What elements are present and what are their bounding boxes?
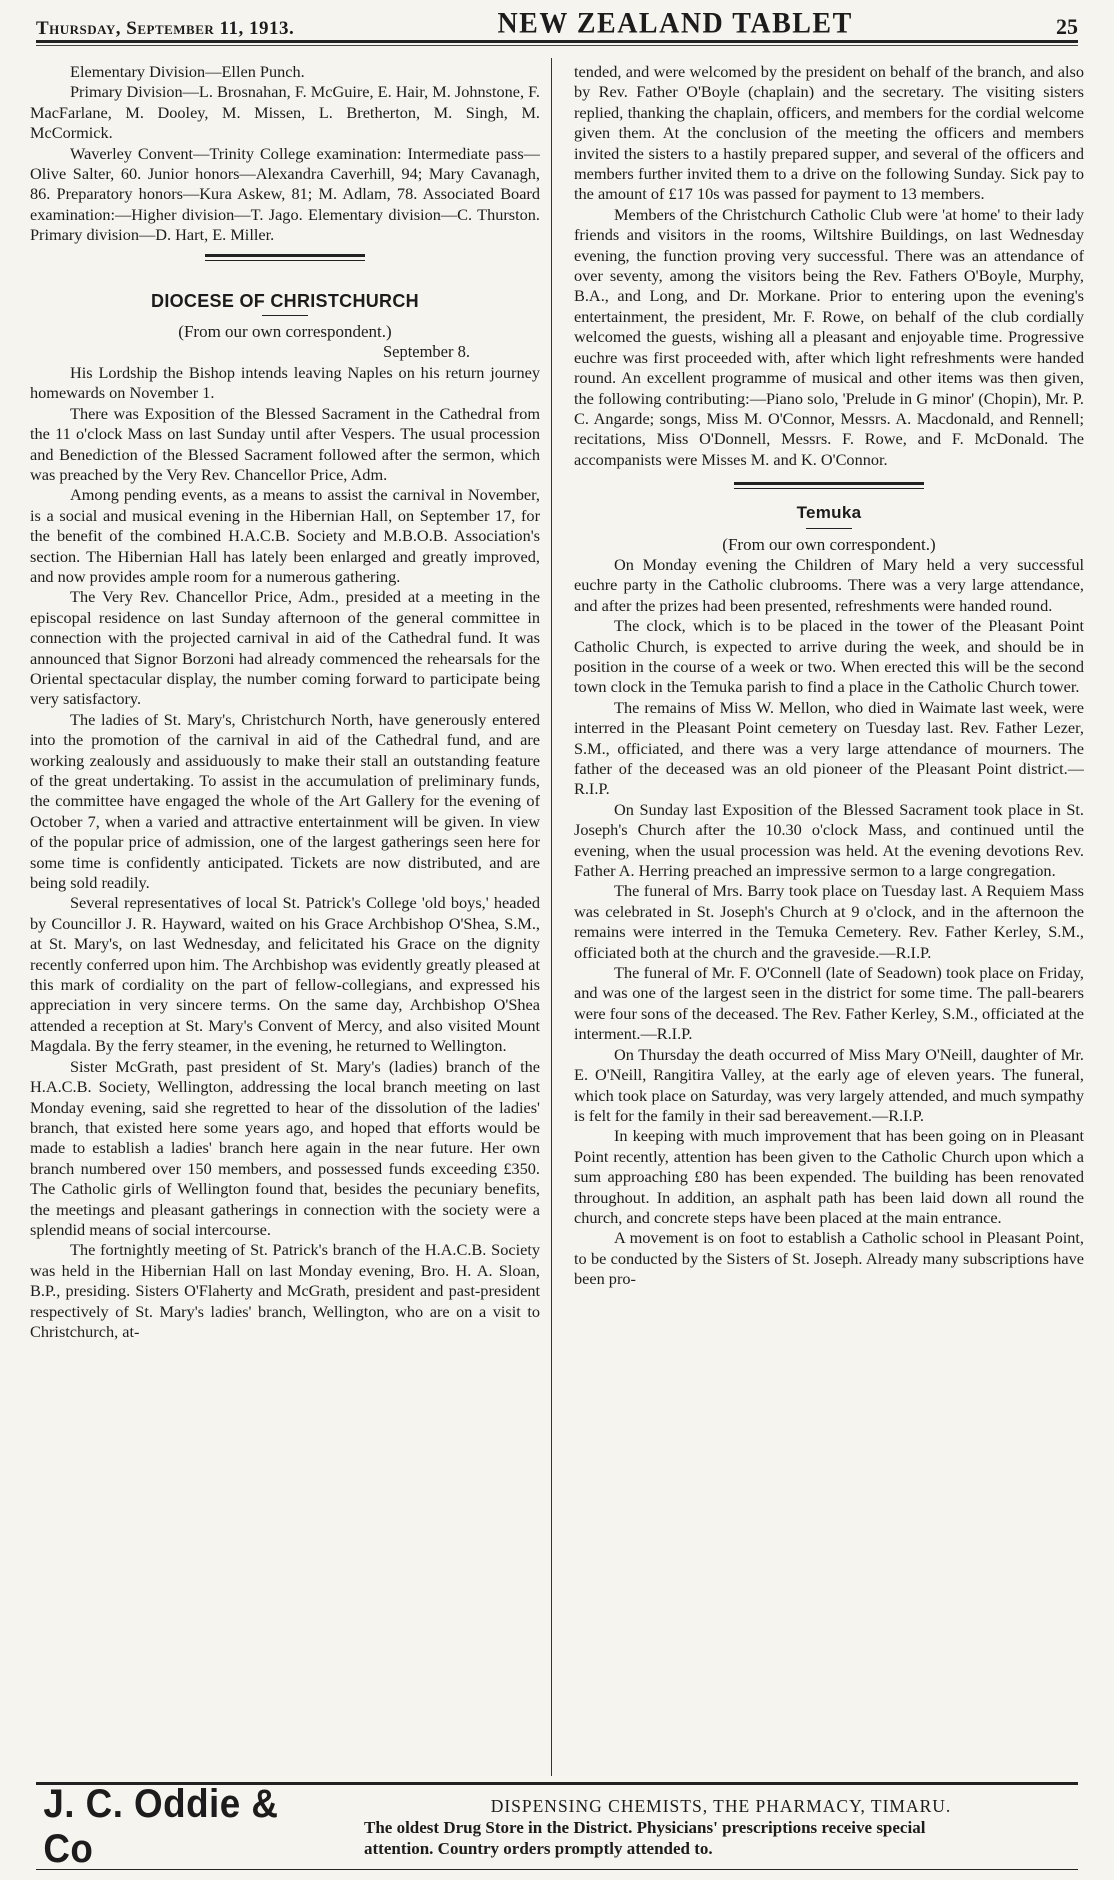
exam-paragraph: Waverley Convent—Trinity College examination: Intermediate pass—Olive Salter, 60. Junior honors—Alexandra Caverhill, 94; Mary Cavanagh, 86. Preparatory honors—Kura Askew, 81; M. Adlam, 78. Associated Board examination:—Higher division—T. Jago. Elementary division—C. Thurston. Primary division—D. Hart, E. Miller. [30,143,540,245]
article-paragraph: The ladies of St. Mary's, Christchurch North, have generously entered into the promotion of the carnival in aid of the Cathedral fund, and are working zealously and assiduously to make their stall an outstanding feature of the great undertaking. To assist in the accumulation of preliminary funds, the committee have engaged the whole of the Art Gallery for the evening of October 7, when a varied and attractive entertainment will be given. In view of the popular price of admission, one of the largest gatherings seen here for some time is confidently anticipated. Tickets are now distributed, and are being sold readily. [30,709,540,893]
article-paragraph: Several representatives of local St. Patrick's College 'old boys,' headed by Councillor J. R. Hayward, waited on his Grace Archbishop O'Shea, S.M., at St. Mary's, on last Wednesday, and felicitated his Grace on the dignity recently conferred upon him. The Archbishop was evidently greatly pleased at this mark of cordiality on the part of fellow-collegians, and expressed his appreciation in very sincere terms. On the same day, Archbishop O'Shea attended a reception at St. Mary's Convent of Mercy, and also visited Mount Magdala. By the ferry steamer, in the evening, he returned to Wellington. [30,893,540,1056]
exam-paragraph: Elementary Division—Ellen Punch. [70,62,305,81]
article-paragraph: On Thursday the death occurred of Miss Mary O'Neill, daughter of Mr. E. O'Neill, Rangitira Valley, at the early age of eleven years. The funeral, which took place on Saturday, was very largely attended, and much sympathy is felt for the family in their sad bereavement.—R.I.P. [574,1044,1084,1125]
correspondent-line: (From our own correspondent.) [178,322,392,342]
masthead-rule [36,45,1078,46]
heading-rule [262,315,308,316]
exam-results [30,62,540,246]
correspondent-line: (From our own correspondent.) [722,534,936,554]
ad-line: The oldest Drug Store in the District. Physicians' prescriptions receive special [364,1817,926,1837]
section-heading-temuka: Temuka [796,503,862,523]
column-divider [551,58,552,1776]
masthead [36,6,1078,43]
exam-paragraph: Primary Division—L. Brosnahan, F. McGuire, E. Hair, M. Johnstone, F. MacFarlane, M. Dooley, M. Missen, L. Bretherton, M. Singh, M. McCormick. [30,82,540,143]
section-heading-christchurch: DIOCESE OF CHRISTCHURCH [151,290,419,311]
article-paragraph: Members of the Christchurch Catholic Club were 'at home' to their lady friends and visitors in the rooms, Wiltshire Buildings, on last Wednesday evening, the function proving very successful. There was an attendance of over seventy, among the visitors being the Rev. Fathers O'Boyle, Murphy, B.A., and Long, and Dr. Morkane. Prior to entering upon the evening's entertainment, the president, Mr. F. Rowe, on behalf of the club cordially welcomed the guests, wishing all a pleasant and enjoyable time. Progressive euchre was first proceeded with, after which light refreshments were handed round. An excellent programme of musical and other items was then given, the following contributing:—Piano solo, 'Prelude in G minor' (Chopin), Mr. P. C. Angarde; songs, Miss M. O'Connor, Messrs. A. Macdonald, and Rennell; recitations, Miss O'Donnell, Messrs. F. Rowe, and F. McDonald. The accompanists were Misses M. and K. O'Connor. [574,204,1084,469]
article-paragraph: His Lordship the Bishop intends leaving Naples on his return journey homewards on November 1. [30,362,540,403]
article-paragraph: Sister McGrath, past president of St. Mary's (ladies) branch of the H.A.C.B. Society, Wellington, addressing the local branch meeting on last Monday evening, said she regretted to hear of the dissolution of the ladies' branch, that existed here some years ago, and hoped that efforts would be made to establish a ladies' branch here again in the near future. Her own branch numbered over 150 members, and possessed funds exceeding £350. The Catholic girls of Wellington found that, besides the pecuniary benefits, the meetings and pleasant gatherings in connection with the society were a splendid means of social intercourse. [30,1056,540,1239]
article-paragraph: On Monday evening the Children of Mary held a very successful euchre party in the Catholic clubrooms. There was a very large attendance, and after the prizes had been presented, refreshments were handed round. [574,554,1084,615]
dateline: September 8. [382,342,470,362]
newspaper-title: NEW ZEALAND TABLET [497,7,853,40]
article-paragraph: Among pending events, as a means to assist the carnival in November, is a social and musical evening in the Hibernian Hall, on September 17, for the benefit of the combined H.A.C.B. Society and M.B.O.B. Association's section. The Hibernian Hall has lately been enlarged and greatly improved, and now provides ample room for a numerous gathering. [30,485,540,586]
advertiser-name: J. C. Oddie & Co [43,1782,279,1871]
article-paragraph: The funeral of Mrs. Barry took place on Tuesday last. A Requiem Mass was celebrated in St. Joseph's Church at 9 o'clock, and in the afternoon the remains were interred in the Temuka Cemetery. Rev. Father Kerley, S.M., officiated both at the church and the graveside.—R.I.P. [574,881,1084,962]
article-paragraph: On Sunday last Exposition of the Blessed Sacrament took place in St. Joseph's Church after the 10.30 o'clock Mass, and continued until the evening, when the usual procession was held. At the evening devotions Rev. Father A. Herring preached an impressive sermon to a large congregation. [574,799,1084,881]
issue-date: Thursday, September 11, 1913. [36,18,295,39]
continued-paragraph: tended, and were welcomed by the president on behalf of the branch, and also by Rev. Father O'Boyle (chaplain) and the secretary. The visiting sisters replied, thanking the chaplain, officers, and members for the cordial welcome given them. At the conclusion of the meeting the officers and members invited the sisters to a hastily prepared supper, and several of the officers and members further invited them to a drive on the following Sunday. Sick pay to the amount of £17 10s was passed for payment to 13 members. [574,62,1084,204]
article-paragraph: In keeping with much improvement that has been going on in Pleasant Point recently, attention has been given to the Catholic Church upon which a sum approaching £80 has been expended. The building has been renovated throughout. In addition, an asphalt path has been laid down all round the church, and concrete steps have been placed at the main entrance. [574,1126,1084,1227]
left-column [30,62,540,1762]
article-paragraph: There was Exposition of the Blessed Sacrament in the Cathedral from the 11 o'clock Mass on last Sunday until after Vespers. The usual procession and Benediction of the Blessed Sacrament followed after the sermon, which was preached by the Very Rev. Chancellor Price, Adm. [30,403,540,484]
article-paragraph: The funeral of Mr. F. O'Connell (late of Seadown) took place on Friday, and was one of the largest seen in the district for some time. The pall-bearers were four sons of the deceased. The Rev. Father Kerley, S.M., officiated at the interment.—R.I.P. [574,963,1084,1044]
article-paragraph: The clock, which is to be placed in the tower of the Pleasant Point Catholic Church, is expected to arrive during the week, and should be in position in the course of a week or two. When erected this will be the second town clock in the Temuka parish to find a place in the Catholic Church tower. [574,616,1084,697]
section-divider [734,482,924,489]
ad-tagline: DISPENSING CHEMISTS, THE PHARMACY, TIMARU. [490,1795,952,1816]
article-paragraph: The Very Rev. Chancellor Price, Adm., presided at a meeting in the episcopal residence on last Sunday afternoon of the general committee in connection with the projected carnival in aid of the Cathedral fund. It was announced that Signor Borzoni had already commenced the rehearsals for the Oriental spectacular display, the number coming forward to participate being very satisfactory. [30,587,540,709]
ad-line: attention. Country orders promptly attended to. [364,1838,713,1858]
right-column [574,62,1084,1762]
section-divider [205,254,365,261]
article-paragraph: The remains of Miss W. Mellon, who died in Waimate last week, were interred in the Pleasant Point cemetery on Tuesday last. Rev. Father Lezer, S.M., officiated, and there was a very large attendance of mourners. The father of the deceased was an old pioneer of the Pleasant Point district.—R.I.P. [574,697,1084,799]
advertisement [36,1782,1078,1870]
article-paragraph: The fortnightly meeting of St. Patrick's branch of the H.A.C.B. Society was held in the Hibernian Hall on last Monday evening, Bro. H. A. Sloan, B.P., presiding. Sisters O'Flaherty and McGrath, president and past-president respectively of St. Mary's ladies' branch, Wellington, who are on a visit to Christchurch, at- [30,1240,540,1341]
advertisement-text [364,1796,1078,1859]
page-number: 25 [1056,14,1078,39]
article-paragraph: A movement is on foot to establish a Catholic school in Pleasant Point, to be conducted by the Sisters of St. Joseph. Already many subscriptions have been pro- [574,1228,1084,1289]
heading-rule [806,528,852,529]
